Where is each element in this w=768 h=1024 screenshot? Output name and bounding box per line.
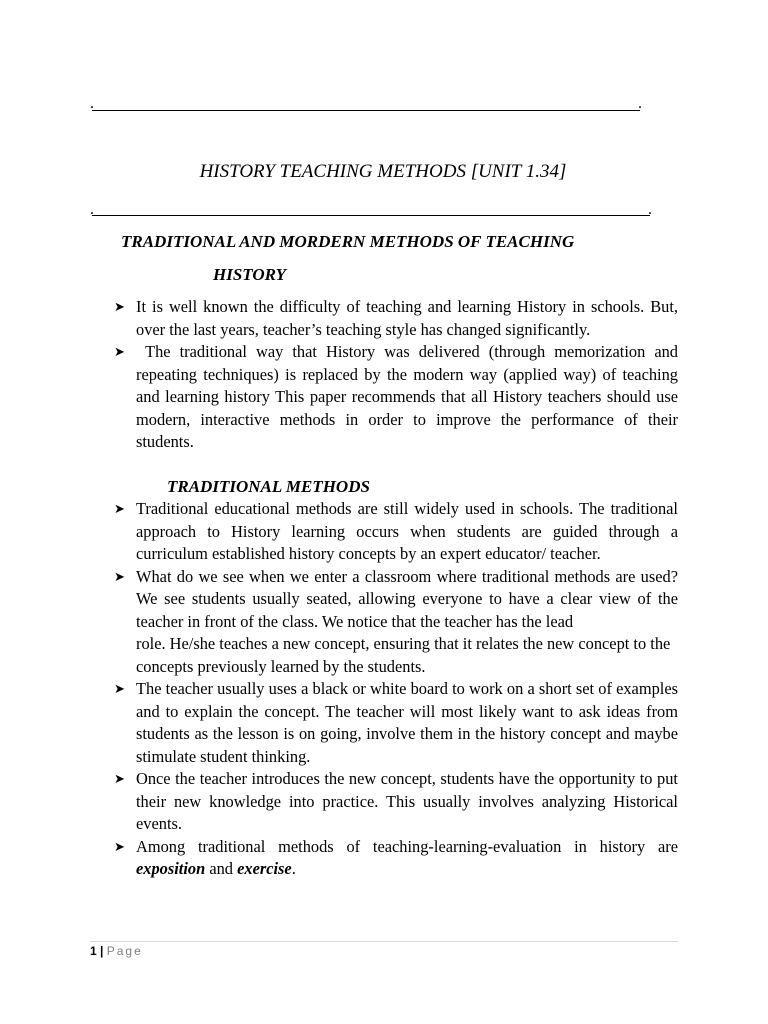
bullet-text: Once the teacher introduces the new concept, students have the opportunity to put their new knowledge into practice. This usually involves analyzing Historical events.	[136, 769, 678, 833]
bullet-text: The teacher usually uses a black or white board to work on a short set of examples and to explain the concept. The teacher will most likely want to ask ideas from students as the lesson is on going, involve them in the history concept and maybe stimulate student thinking.	[136, 679, 678, 766]
bullet-text: What do we see when we enter a classroom where traditional methods are used? We see students usually seated, allowing everyone to have a clear view of the teacher in front of the class. We notice that the teacher has the lead	[136, 566, 678, 631]
list-item	[110, 768, 678, 836]
page-footer	[90, 943, 143, 959]
section-heading-line1: TRADITIONAL AND MORDERN METHODS OF TEACHING	[121, 232, 575, 251]
arrow-bullet-icon: ➤	[114, 681, 125, 696]
header-dot-right: .	[638, 95, 642, 112]
subheader-rule	[92, 215, 650, 216]
section-heading-modern-methods-line2	[213, 264, 286, 286]
arrow-bullet-icon: ➤	[114, 771, 125, 786]
bullet-text-lead: Among traditional methods of teaching-learning-evaluation in history are	[136, 836, 683, 856]
list-item	[110, 296, 678, 341]
arrow-bullet-icon: ➤	[114, 344, 125, 359]
list-item	[110, 498, 678, 566]
section-heading-traditional-methods	[167, 476, 370, 498]
page-number: 1	[90, 944, 97, 958]
document-title: HISTORY TEACHING METHODS [UNIT 1.34]	[199, 161, 567, 182]
list-item	[110, 566, 678, 679]
bullet-continuation-text: role. He/she teaches a new concept, ensuring that it relates the new concept to the concepts previously learned by the students.	[136, 634, 671, 676]
section-heading-line2: HISTORY	[213, 265, 287, 284]
list-item	[110, 836, 683, 881]
bullet-text: Traditional educational methods are still widely used in schools. The traditional approach to History learning occurs when students are guided through a curriculum established history concepts by an expert educator/ teacher.	[136, 499, 678, 563]
bullet-text-and: and	[205, 859, 238, 878]
section2-bullet-list	[110, 498, 683, 881]
page-label: Page	[106, 944, 143, 958]
footer-rule	[90, 941, 678, 942]
bullet-text: It is well known the difficulty of teaching and learning History in schools. But, over the last years, teacher’s teaching style has changed significantly.	[136, 297, 678, 339]
section1-bullet-list	[110, 296, 683, 454]
section-heading-modern-methods	[121, 231, 574, 253]
list-item	[110, 341, 683, 454]
header-dot-left: .	[90, 95, 94, 112]
emphasis-exposition: exposition	[136, 859, 206, 878]
subheader-dot-left: .	[90, 201, 94, 218]
list-item	[110, 678, 678, 768]
section-heading-text: TRADITIONAL METHODS	[167, 477, 370, 496]
bullet-text-end: .	[291, 859, 296, 878]
arrow-bullet-icon: ➤	[114, 568, 125, 584]
arrow-bullet-icon: ➤	[114, 299, 125, 314]
header-rule	[92, 110, 640, 111]
emphasis-exercise: exercise	[237, 859, 292, 878]
arrow-bullet-icon: ➤	[114, 838, 125, 854]
arrow-bullet-icon: ➤	[114, 501, 125, 516]
bullet-text	[136, 836, 683, 881]
subheader-dot-right: .	[648, 201, 652, 218]
bullet-text: The traditional way that History was delivered (through memorization and repeating techniques) is replaced by the modern way (applied way) of teaching and learning history This paper recommends that all History teachers should use modern, interactive methods in order to improve the performance of their students.	[136, 342, 683, 451]
page-separator: |	[96, 944, 107, 958]
